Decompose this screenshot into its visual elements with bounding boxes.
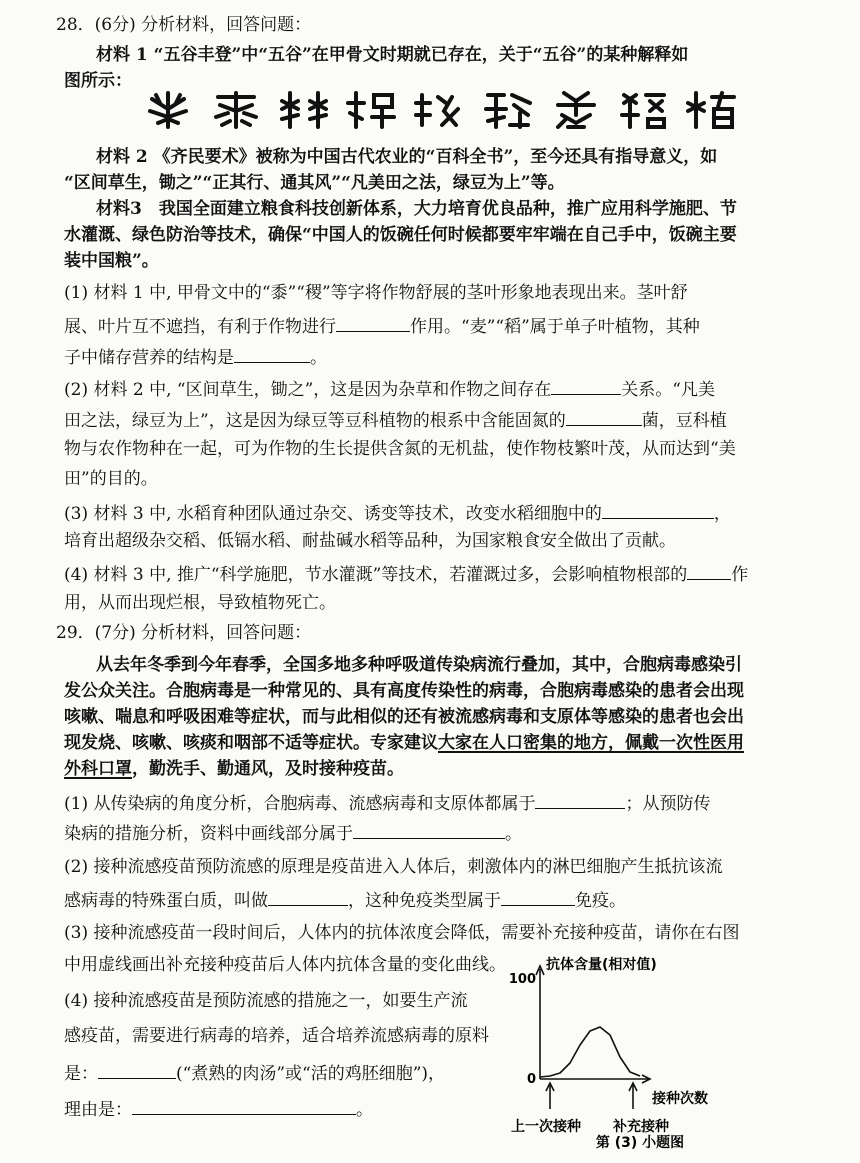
oracle-glyph-6-icon [480, 89, 536, 131]
marker-label-1: 上一次接种 [511, 1119, 581, 1135]
q29-sub1-line2: 染病的措施分析，资料中画线部分属于 。 [64, 820, 522, 845]
q29-sub2-line1: (2) 接种流感疫苗预防流感的原理是疫苗进入人体后，刺激体内的淋巴细胞产生抵抗该流 [64, 857, 723, 877]
q29-sub1-line1: (1) 从传染病的角度分析，合胞病毒、流感病毒和支原体都属于 ；从预防传 [64, 790, 710, 815]
answer-blank-genetic-material[interactable] [602, 500, 714, 519]
y-tick-label-0: 0 [526, 1072, 536, 1087]
q28-material3-line3: 装中国粮”。 [64, 251, 159, 271]
q28-header: 28．(6分) 分析材料，回答问题： [56, 15, 312, 35]
q28-material2-line1: 材料 2 《齐民要术》被称为中国古代农业的“百科全书”，至今还具有指导意义，如 [96, 147, 718, 167]
q28-sub3-line2: 培育出超级杂交稻、低镉水稻、耐盐碱水稻等品种，为国家粮食安全做出了贡献。 [64, 531, 676, 551]
answer-blank-culture-medium[interactable] [98, 1060, 176, 1079]
q28-material2-line2: “区间草生，锄之”“正其行、通其风”“凡美田之法，绿豆为上”等。 [64, 173, 565, 193]
q28-sub1-line3: 子中储存营养的结构是 。 [64, 344, 327, 369]
q28-sub4-line2: 用，从而出现烂根，导致植物死亡。 [64, 593, 336, 613]
q28-sub4-line1: (4) 材料 3 中, 推广“科学施肥，节水灌溉”等技术，若灌溉过多，会影响植物根部的 作 [64, 561, 748, 586]
q28-sub3-line1: (3) 材料 3 中, 水稻育种团队通过杂交、诱变等技术，改变水稻细胞中的 ， [64, 500, 731, 525]
y-tick-label-100: 100 [508, 972, 536, 987]
oracle-glyph-5-icon [412, 89, 468, 131]
q28-sub1-line2: 展、叶片互不遮挡，有利于作物进行 作用。“麦”“稻”属于单子叶植物，其种 [64, 313, 700, 338]
q28-sub2-line2: 田之法，绿豆为上”，这是因为绿豆等豆科植物的根系中含能固氮的 菌，豆科植 [64, 407, 727, 432]
y-axis-label: 抗体含量(相对值) [546, 957, 657, 973]
answer-blank-photosynthesis[interactable] [336, 313, 410, 332]
oracle-glyph-3-icon [276, 89, 332, 131]
answer-blank-seed-structure[interactable] [234, 344, 310, 363]
q28-sub2-line1: (2) 材料 2 中, “区间草生，锄之”，这是因为杂草和作物之间存在 关系。“凡美 [64, 376, 715, 401]
q28-sub2-line4: 田”的目的。 [64, 469, 158, 489]
underlined-surgical-mask: 外科口罩 [64, 759, 132, 779]
q28-material3-line2: 水灌溉、绿色防治等技术，确保“中国人的饭碗任何时候都要牢牢端在自己手中，饭碗主要 [64, 225, 737, 245]
antibody-curve [540, 1027, 640, 1077]
q28-sub2-line3: 物与农作物种在一起，可为作物的生长提供含氮的无机盐，使作物枝繁叶茂，从而达到“美 [64, 439, 736, 459]
q29-sub4-line3: 是： (“煮熟的肉汤”或“活的鸡胚细胞”)， [64, 1060, 445, 1085]
answer-blank-reason[interactable] [132, 1096, 356, 1115]
q29-paragraph-line4: 现发烧、咳嗽、咳痰和咽部不适等症状。专家建议大家在人口密集的地方，佩戴一次性医用 [64, 733, 744, 753]
q29-sub3-line2: 中用虚线画出补充接种疫苗后人体内抗体含量的变化曲线。 [64, 955, 506, 975]
answer-blank-antibody[interactable] [268, 887, 348, 906]
oracle-glyph-4-icon [344, 89, 400, 131]
oracle-glyph-9-icon [684, 89, 740, 131]
chart-caption: 第 (3) 小题图 [595, 1135, 685, 1151]
q29-sub4-line1: (4) 接种流感疫苗是预防流感的措施之一，如要生产流 [64, 991, 468, 1011]
q29-sub3-line1: (3) 接种流感疫苗一段时间后，人体内的抗体浓度会降低，需要补充接种疫苗，请你在右图 [64, 923, 740, 943]
q28-material1-line1: 材料 1 “五谷丰登”中“五谷”在甲骨文时期就已存在，关于“五谷”的某种解释如 [96, 45, 689, 65]
antibody-level-chart [490, 955, 740, 1155]
q29-paragraph-line3: 咳嗽、喘息和呼吸困难等症状，而与此相似的还有被流感病毒和支原体等感染的患者也会出 [64, 707, 744, 727]
q29-paragraph-line5: 外科口罩，勤洗手、勤通风，及时接种疫苗。 [64, 759, 404, 779]
answer-blank-relationship[interactable] [551, 376, 621, 395]
x-axis-label: 接种次数 [652, 1091, 708, 1107]
q29-sub4-line4: 理由是： 。 [64, 1096, 373, 1121]
answer-blank-respiration[interactable] [687, 561, 731, 580]
q29-header: 29．(7分) 分析材料，回答问题： [56, 623, 312, 643]
q29-sub2-line2: 感病毒的特殊蛋白质，叫做 ，这种免疫类型属于 免疫。 [64, 887, 626, 912]
marker-label-2: 补充接种 [613, 1119, 669, 1135]
oracle-glyph-1-icon [140, 89, 196, 131]
q29-paragraph-line2: 发公众关注。合胞病毒是一种常见的、具有高度传染性的病毒，合胞病毒感染的患者会出现 [64, 681, 744, 701]
q28-material3-line1: 材料3 我国全面建立粮食科技创新体系，大力培育优良品种，推广应用科学施肥、节 [96, 199, 737, 219]
answer-blank-prevention-measure[interactable] [353, 820, 505, 839]
answer-blank-bacteria[interactable] [566, 407, 642, 426]
oracle-bone-glyph-row [140, 88, 740, 132]
answer-blank-pathogen[interactable] [535, 790, 625, 809]
underlined-mask-advice: 大家在人口密集的地方，佩戴一次性医用 [438, 733, 744, 753]
q29-paragraph-line1: 从去年冬季到今年春季，全国多地多种呼吸道传染病流行叠加，其中，合胞病毒感染引 [96, 655, 742, 675]
oracle-glyph-7-icon [548, 89, 604, 131]
oracle-glyph-8-icon [616, 89, 672, 131]
oracle-glyph-2-icon [208, 89, 264, 131]
q29-sub4-line2: 感疫苗，需要进行病毒的培养，适合培养流感病毒的原料 [64, 1026, 489, 1046]
q28-sub1-line1: (1) 材料 1 中, 甲骨文中的“黍”“稷”等字将作物舒展的茎叶形象地表现出来。茎叶舒 [64, 283, 688, 303]
answer-blank-immunity-type[interactable] [501, 887, 575, 906]
q28-material1-line2: 图所示： [64, 71, 132, 91]
